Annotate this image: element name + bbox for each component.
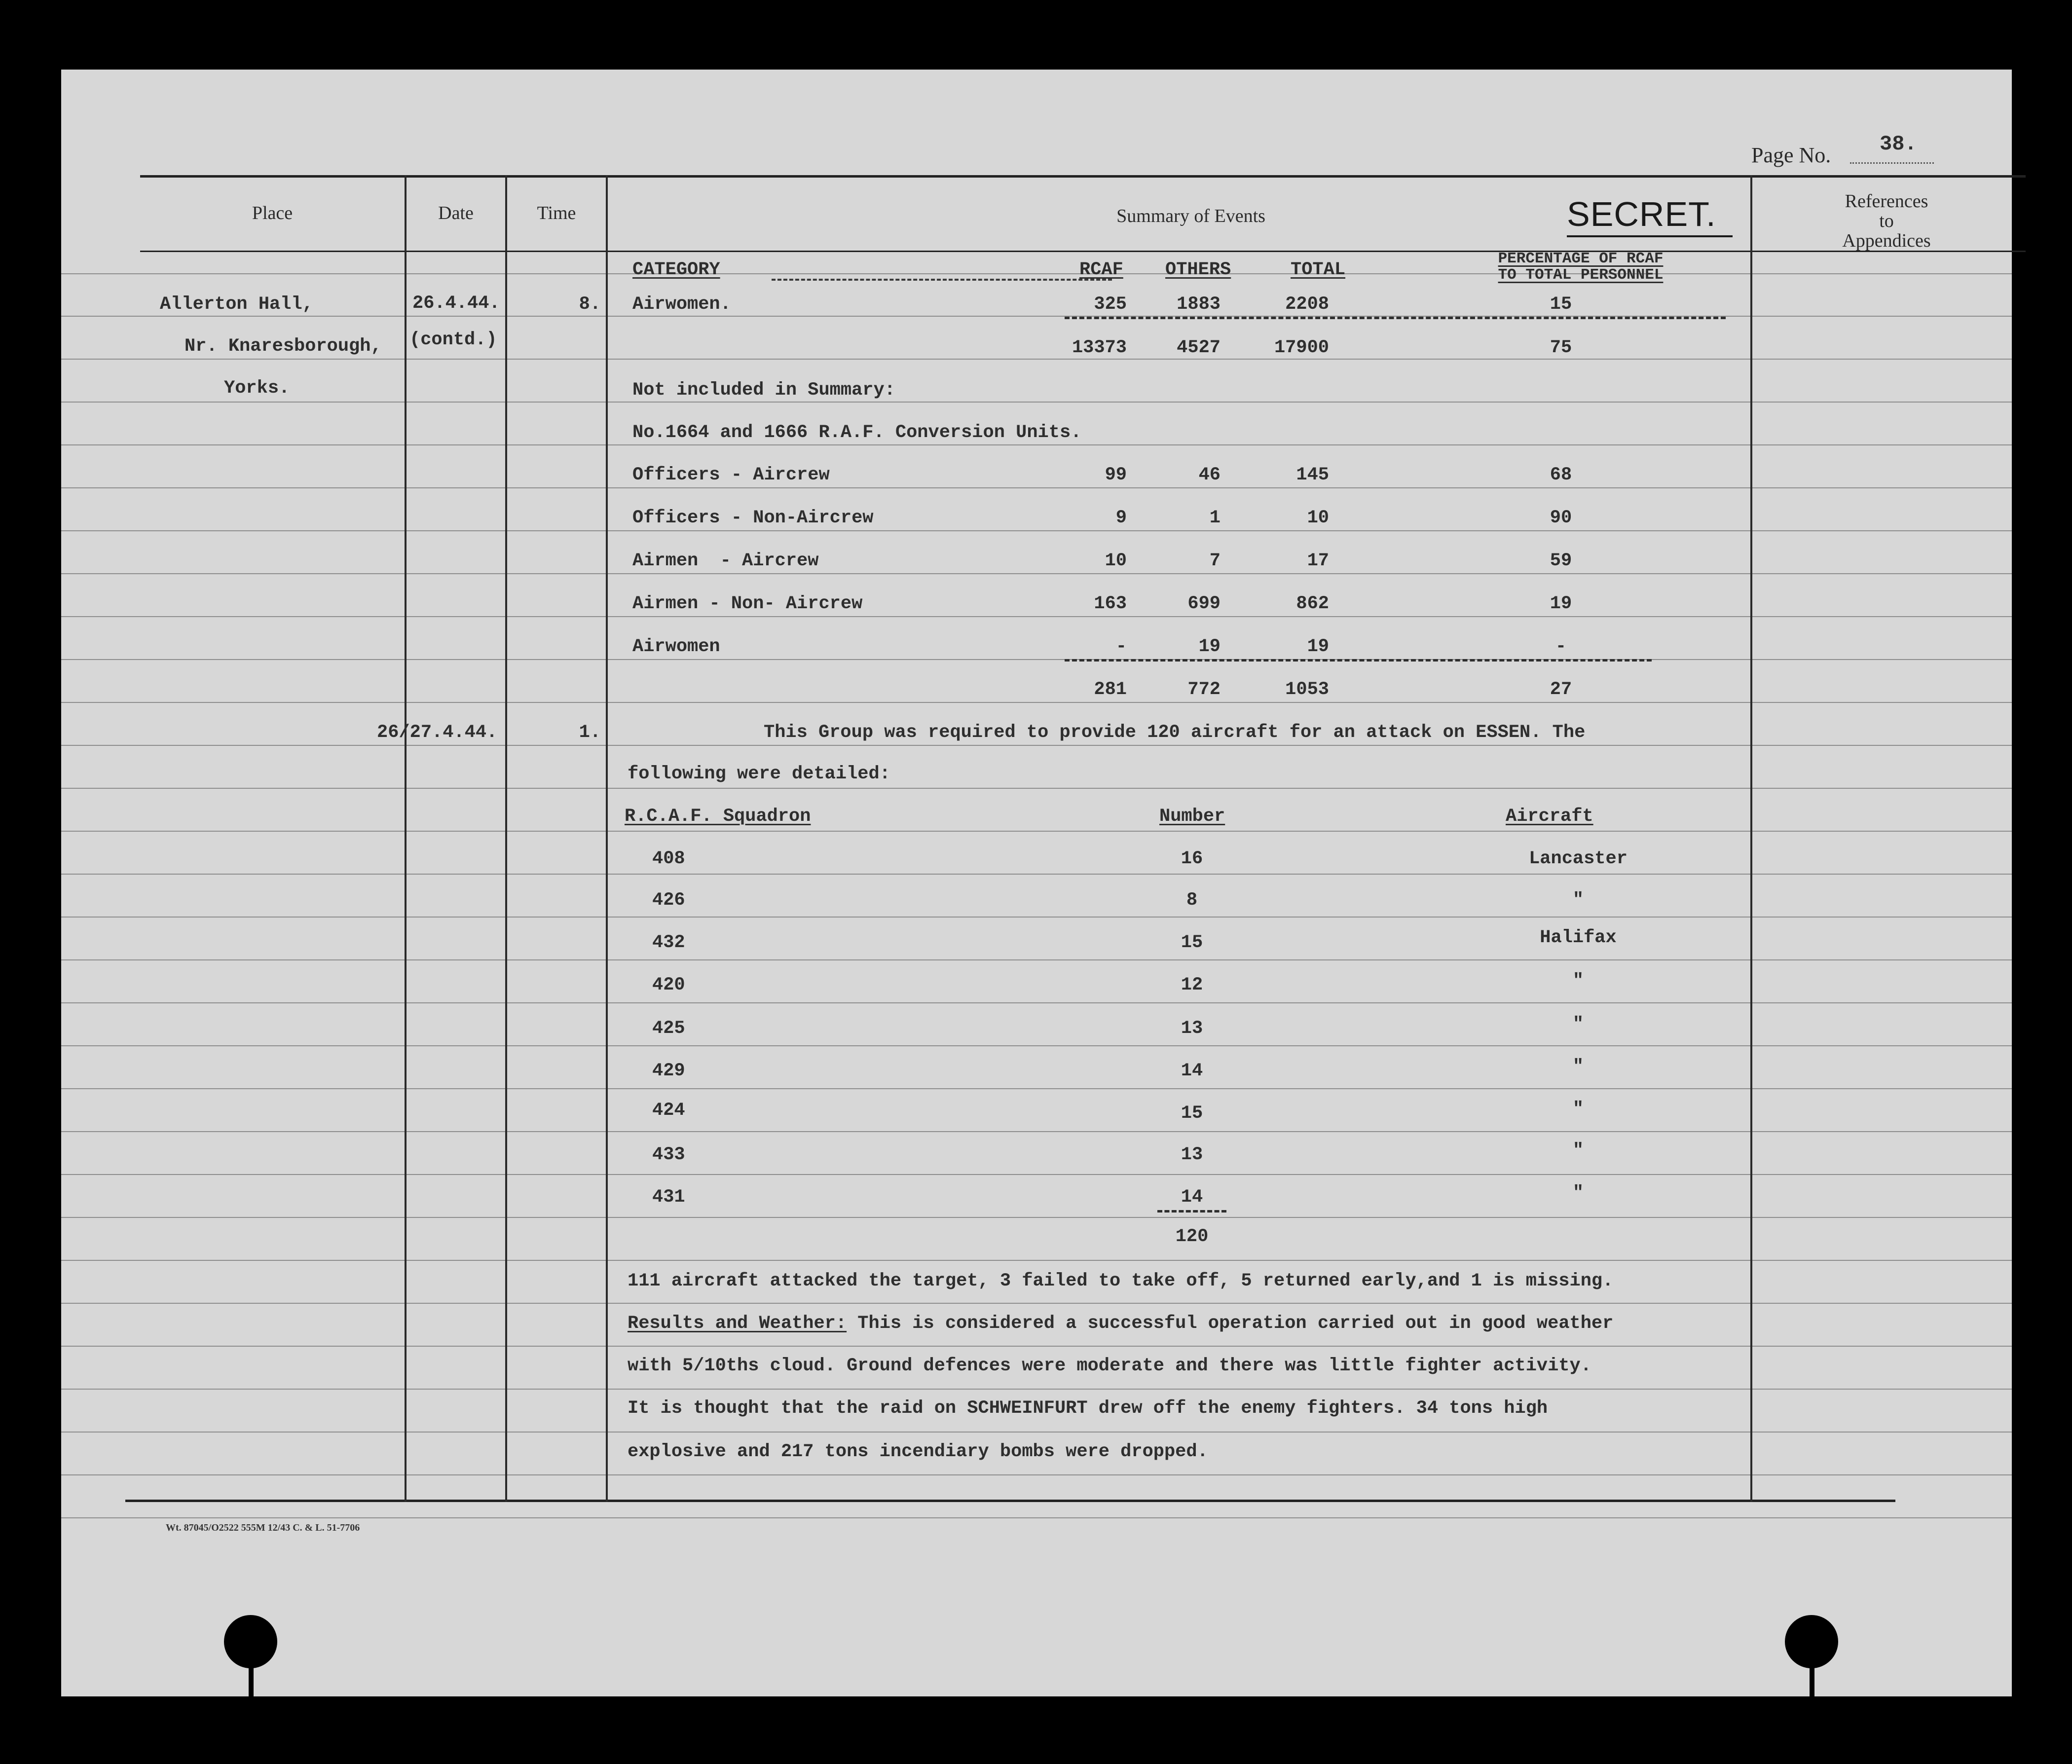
subtotal-rcaf: 281 [1094, 679, 1127, 700]
squadron-9-number: 14 [1181, 1187, 1203, 1208]
squadron-3: 432 [652, 932, 685, 953]
place-line-3: Yorks. [224, 378, 290, 399]
squadron-8-aircraft: " [1572, 1140, 1584, 1161]
entry2-intro-1: This Group was required to provide 120 aircraft for an attack on ESSEN. The [764, 722, 1586, 743]
footer-rule [125, 1500, 1895, 1502]
unit-row-4-rcaf: 163 [1094, 593, 1127, 614]
header-place: Place [252, 203, 293, 223]
col-total: TOTAL [1291, 259, 1346, 280]
unit-row-1-category: Officers - Aircrew [632, 465, 830, 485]
squadron-6-number: 14 [1181, 1061, 1203, 1081]
airwomen-total: 2208 [1285, 294, 1329, 315]
page-number: 38. [1880, 132, 1917, 156]
squadron-5: 425 [652, 1018, 685, 1039]
col-rcaf: RCAF [1079, 259, 1123, 280]
secret-stamp: SECRET. [1567, 195, 1716, 233]
squadron-6: 429 [652, 1061, 685, 1081]
unit-row-5-rcaf: - [1115, 636, 1127, 657]
squadron-1-number: 16 [1181, 848, 1203, 869]
column-line-time [606, 175, 608, 1502]
totals-others: 4527 [1177, 337, 1221, 358]
form-imprint: Wt. 87045/O2522 555M 12/43 C. & L. 51-7706 [166, 1522, 360, 1533]
unit-row-4-total: 862 [1296, 593, 1329, 614]
entry2-time: 1. [579, 722, 601, 743]
entry1-date: 26.4.44. [412, 293, 500, 314]
unit-row-2-others: 1 [1209, 508, 1221, 528]
squadron-2-number: 8 [1186, 890, 1198, 911]
unit-row-5-total: 19 [1307, 636, 1329, 657]
col-aircraft: Aircraft [1506, 806, 1593, 827]
header-top-rule [140, 175, 2026, 178]
column-line-summary [1750, 175, 1752, 1502]
unit-row-3-pct: 59 [1550, 551, 1572, 571]
subtotal-others: 772 [1187, 679, 1221, 700]
unit-row-5-others: 19 [1198, 636, 1221, 657]
column-line-place [405, 175, 407, 1502]
subtotal-pct: 27 [1550, 679, 1572, 700]
airwomen-pct: 15 [1550, 294, 1572, 315]
squadron-3-aircraft: Halifax [1540, 927, 1617, 948]
unit-row-3-rcaf: 10 [1105, 551, 1127, 571]
totals-rcaf: 13373 [1072, 337, 1127, 358]
squadron-3-number: 15 [1181, 932, 1203, 953]
result-line-5: explosive and 217 tons incendiary bombs were dropped. [628, 1441, 1208, 1462]
unit-row-4-category: Airmen - Non- Aircrew [632, 593, 863, 614]
unit-row-3-others: 7 [1209, 551, 1221, 571]
binder-hole-right [1785, 1615, 1838, 1668]
results-weather-label: Results and Weather: [628, 1313, 847, 1334]
squadron-5-number: 13 [1181, 1018, 1203, 1039]
header-time: Time [537, 203, 576, 223]
column-line-date [505, 175, 507, 1502]
unit-row-3-total: 17 [1307, 551, 1329, 571]
unit-row-4-others: 699 [1187, 593, 1221, 614]
place-line-1: Allerton Hall, [160, 294, 313, 315]
squadron-5-aircraft: " [1572, 1014, 1584, 1035]
unit-row-5-pct: - [1555, 636, 1567, 657]
squadron-2: 426 [652, 890, 685, 911]
record-sheet [61, 70, 2012, 1696]
airwomen-others: 1883 [1177, 294, 1221, 315]
entry1-date-note: (contd.) [409, 330, 497, 350]
airwomen-rcaf: 325 [1094, 294, 1127, 315]
col-percentage: PERCENTAGE OF RCAF TO TOTAL PERSONNEL [1498, 250, 1664, 284]
squadron-8: 433 [652, 1144, 685, 1165]
squadron-8-number: 13 [1181, 1144, 1203, 1165]
unit-row-2-rcaf: 9 [1115, 508, 1127, 528]
unit-row-2-total: 10 [1307, 508, 1329, 528]
unit-row-1-rcaf: 99 [1105, 465, 1127, 485]
category-dashes [772, 279, 1112, 281]
place-line-2: Nr. Knaresborough, [185, 336, 382, 357]
unit-row-2-pct: 90 [1550, 508, 1572, 528]
unit-row-1-pct: 68 [1550, 465, 1572, 485]
result-line-2 [628, 1315, 1613, 1333]
unit-row-5-category: Airwomen [632, 636, 720, 657]
squadron-1-aircraft: Lancaster [1529, 848, 1628, 869]
col-others: OTHERS [1165, 259, 1231, 280]
squadron-7: 424 [652, 1100, 685, 1121]
binder-hole-left [224, 1615, 277, 1668]
squadron-2-aircraft: " [1572, 890, 1584, 911]
col-category: CATEGORY [632, 259, 720, 280]
header-bottom-rule [140, 251, 2026, 252]
airwomen-category: Airwomen. [632, 294, 731, 315]
page-number-dots [1850, 162, 1934, 164]
result-line-1: 111 aircraft attacked the target, 3 failed to take off, 5 returned early,and 1 is missing. [628, 1271, 1614, 1291]
squadron-4-aircraft: " [1572, 971, 1584, 992]
unit-row-1-total: 145 [1296, 465, 1329, 485]
unit-row-4-pct: 19 [1550, 593, 1572, 614]
unit-rows-underline [1065, 659, 1652, 662]
airwomen-underline [1065, 317, 1726, 319]
result-line-2-text: This is considered a successful operation carried out in good weather [847, 1313, 1614, 1334]
entry2-intro-2: following were detailed: [628, 764, 890, 784]
totals-total: 17900 [1274, 337, 1329, 358]
header-references: References to Appendices [1842, 191, 1931, 251]
squadron-1: 408 [652, 848, 685, 869]
secret-underline [1567, 235, 1733, 237]
squadron-7-number: 15 [1181, 1103, 1203, 1124]
not-included-label: Not included in Summary: [632, 380, 895, 401]
squadron-total: 120 [1175, 1226, 1209, 1247]
result-line-4: It is thought that the raid on SCHWEINFURT drew off the enemy fighters. 34 tons high [628, 1398, 1548, 1419]
col-number: Number [1159, 806, 1225, 827]
header-summary: Summary of Events [1116, 206, 1265, 226]
squadron-9: 431 [652, 1187, 685, 1208]
unit-row-3-category: Airmen - Aircrew [632, 551, 819, 571]
page-number-label: Page No. [1751, 143, 1831, 167]
squadron-6-aircraft: " [1572, 1057, 1584, 1077]
entry2-date: 26/27.4.44. [377, 722, 498, 743]
conversion-units-label: No.1664 and 1666 R.A.F. Conversion Units. [632, 422, 1082, 443]
entry1-time: 8. [579, 294, 601, 315]
squadron-4: 420 [652, 975, 685, 995]
number-column-underline [1157, 1210, 1226, 1213]
result-line-3: with 5/10ths cloud. Ground defences were moderate and there was little fighter activity. [628, 1356, 1591, 1376]
squadron-7-aircraft: " [1572, 1099, 1584, 1120]
squadron-9-aircraft: " [1572, 1183, 1584, 1204]
totals-pct: 75 [1550, 337, 1572, 358]
col-squadron: R.C.A.F. Squadron [625, 806, 811, 827]
unit-row-1-others: 46 [1198, 465, 1221, 485]
unit-row-2-category: Officers - Non-Aircrew [632, 508, 874, 528]
squadron-4-number: 12 [1181, 975, 1203, 995]
subtotal-total: 1053 [1285, 679, 1329, 700]
header-date: Date [438, 203, 474, 223]
